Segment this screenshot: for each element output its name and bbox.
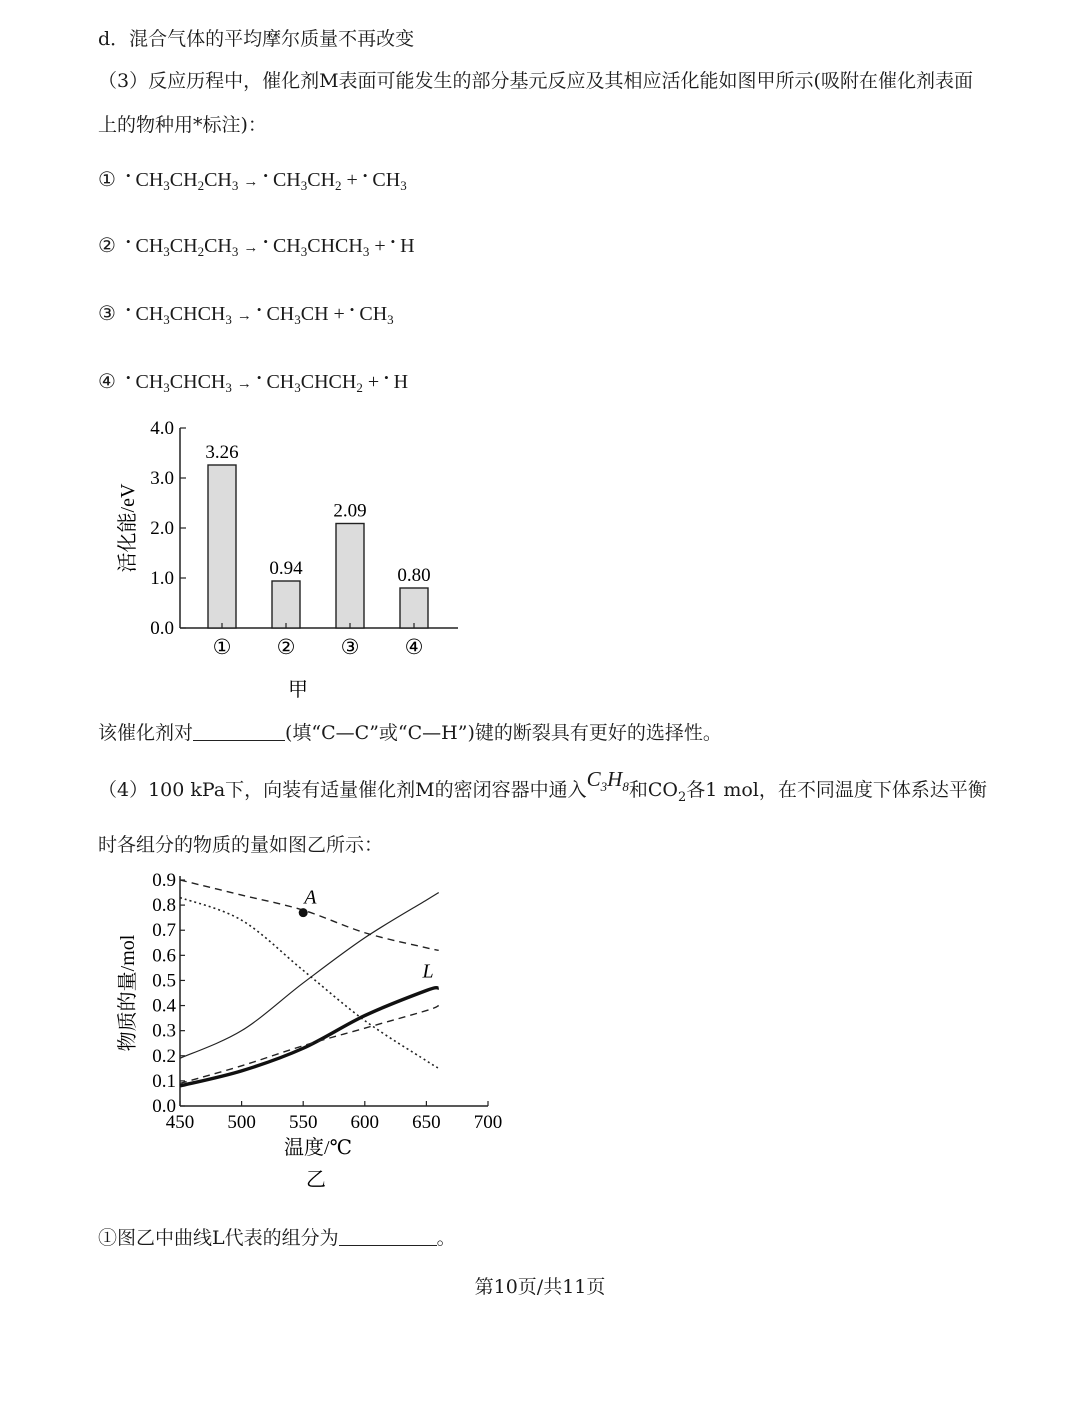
bar bbox=[208, 465, 236, 628]
x-category-label: ④ bbox=[404, 635, 424, 659]
y-tick-label: 0.3 bbox=[152, 1020, 176, 1042]
bar bbox=[336, 524, 364, 629]
x-tick-label: 550 bbox=[288, 1112, 318, 1133]
series-line-5 bbox=[180, 1006, 439, 1084]
reaction-number: ② bbox=[98, 235, 116, 257]
bar-value-label: 0.94 bbox=[269, 558, 303, 579]
curve-L-label: L bbox=[422, 960, 434, 983]
y-tick-label: 0.1 bbox=[152, 1070, 176, 1092]
series-line-4 bbox=[180, 988, 439, 1086]
option-d: d．混合气体的平均摩尔质量不再改变 bbox=[98, 28, 415, 50]
y-tick-label: 0.0 bbox=[150, 618, 174, 639]
reaction-2: ② • $CH_3CH_2CH_3 \to ^•$ $CH_3CHCH_3 + ^•$ H bbox=[98, 234, 415, 259]
y-axis-title: 物质的量/mol bbox=[117, 934, 139, 1052]
answer-blank-curve-L[interactable] bbox=[339, 1227, 437, 1246]
bar-value-label: 2.09 bbox=[333, 500, 367, 522]
c3h8-formula: $C_3H_8$ bbox=[586, 767, 629, 795]
y-tick-label: 0.2 bbox=[152, 1045, 176, 1067]
x-category-label: ① bbox=[212, 635, 232, 659]
activation-energy-bar-chart bbox=[100, 412, 480, 708]
reaction-number: ③ bbox=[98, 303, 116, 325]
sub1-text-before: ①图乙中曲线L代表的组分为 bbox=[98, 1227, 339, 1249]
y-tick-label: 0.6 bbox=[152, 945, 176, 967]
answer-blank-bond[interactable] bbox=[193, 722, 285, 741]
series-line-3 bbox=[180, 893, 439, 1059]
point-A-marker bbox=[299, 908, 308, 917]
fill-text-before: 该催化剂对 bbox=[98, 722, 194, 744]
x-category-label: ② bbox=[276, 635, 296, 659]
bar-value-label: 0.80 bbox=[397, 565, 431, 586]
y-tick-label: 0.9 bbox=[152, 870, 176, 891]
x-tick-label: 500 bbox=[227, 1112, 256, 1133]
q4-text-mid: 和CO bbox=[628, 779, 678, 801]
y-tick-label: 0.7 bbox=[152, 920, 176, 942]
x-tick-label: 600 bbox=[350, 1112, 380, 1133]
y-axis-title: 活化能/eV bbox=[117, 483, 139, 573]
q4-text-pre: （4）100 kPa下，向装有适量催化剂M的密闭容器中通入 bbox=[98, 779, 587, 801]
page-footer: 第10页/共11页 bbox=[474, 1276, 606, 1298]
q3-intro-line1: （3）反应历程中，催化剂M表面可能发生的部分基元反应及其相应活化能如图甲所示(吸附在催化剂表面 bbox=[98, 70, 973, 92]
y-tick-label: 0.4 bbox=[152, 995, 176, 1017]
reaction-number: ④ bbox=[98, 371, 116, 393]
q4-sub1 bbox=[98, 1225, 456, 1251]
point-A-label: A bbox=[304, 886, 317, 909]
q3-intro-line2: 上的物种用*标注)： bbox=[98, 114, 267, 136]
y-tick-label: 0.0 bbox=[152, 1096, 176, 1117]
reaction-4: ④ • $CH_3CHCH_3 \to ^•$ $CH_3CHCH_2 + ^•$ H bbox=[98, 370, 409, 395]
y-tick-label: 2.0 bbox=[150, 518, 174, 539]
q4-intro-line2: 时各组分的物质的量如图乙所示： bbox=[98, 834, 384, 856]
x-axis-title: 温度/℃ bbox=[284, 1137, 352, 1159]
bar-value-label: 3.26 bbox=[205, 442, 239, 463]
reaction-number: ① bbox=[98, 169, 116, 191]
y-tick-label: 1.0 bbox=[150, 568, 174, 589]
sub1-text-after: 。 bbox=[436, 1227, 456, 1249]
q4-text-post: 各1 mol，在不同温度下体系达平衡 bbox=[686, 779, 987, 801]
fill-text-after: (填“C—C”或“C—H”)键的断裂具有更好的选择性。 bbox=[285, 722, 722, 744]
bar bbox=[400, 588, 428, 628]
x-tick-label: 450 bbox=[165, 1112, 195, 1133]
co2-subscript: 2 bbox=[677, 789, 687, 805]
chart-caption: 甲 bbox=[288, 679, 308, 701]
x-tick-label: 700 bbox=[473, 1112, 503, 1133]
x-tick-label: 650 bbox=[412, 1112, 441, 1133]
reaction-3: ③ • $CH_3CHCH_3 \to ^•$ $CH_3CH + ^•$ $CH_3$ bbox=[98, 302, 394, 327]
q3-fill-question bbox=[98, 720, 722, 746]
y-tick-label: 0.8 bbox=[152, 895, 176, 917]
equilibrium-amount-line-chart bbox=[100, 862, 520, 1192]
y-tick-label: 0.5 bbox=[152, 970, 176, 992]
bar bbox=[272, 581, 300, 628]
chart-caption: 乙 bbox=[306, 1169, 326, 1191]
q4-intro-line1 bbox=[98, 767, 987, 811]
reaction-1: ① • $CH_3CH_2CH_3 \to ^•$ $CH_3CH_2 + ^•$ $CH_3$ bbox=[98, 168, 407, 193]
y-tick-label: 4.0 bbox=[150, 418, 174, 439]
y-tick-label: 3.0 bbox=[150, 468, 174, 489]
x-category-label: ③ bbox=[340, 635, 360, 659]
